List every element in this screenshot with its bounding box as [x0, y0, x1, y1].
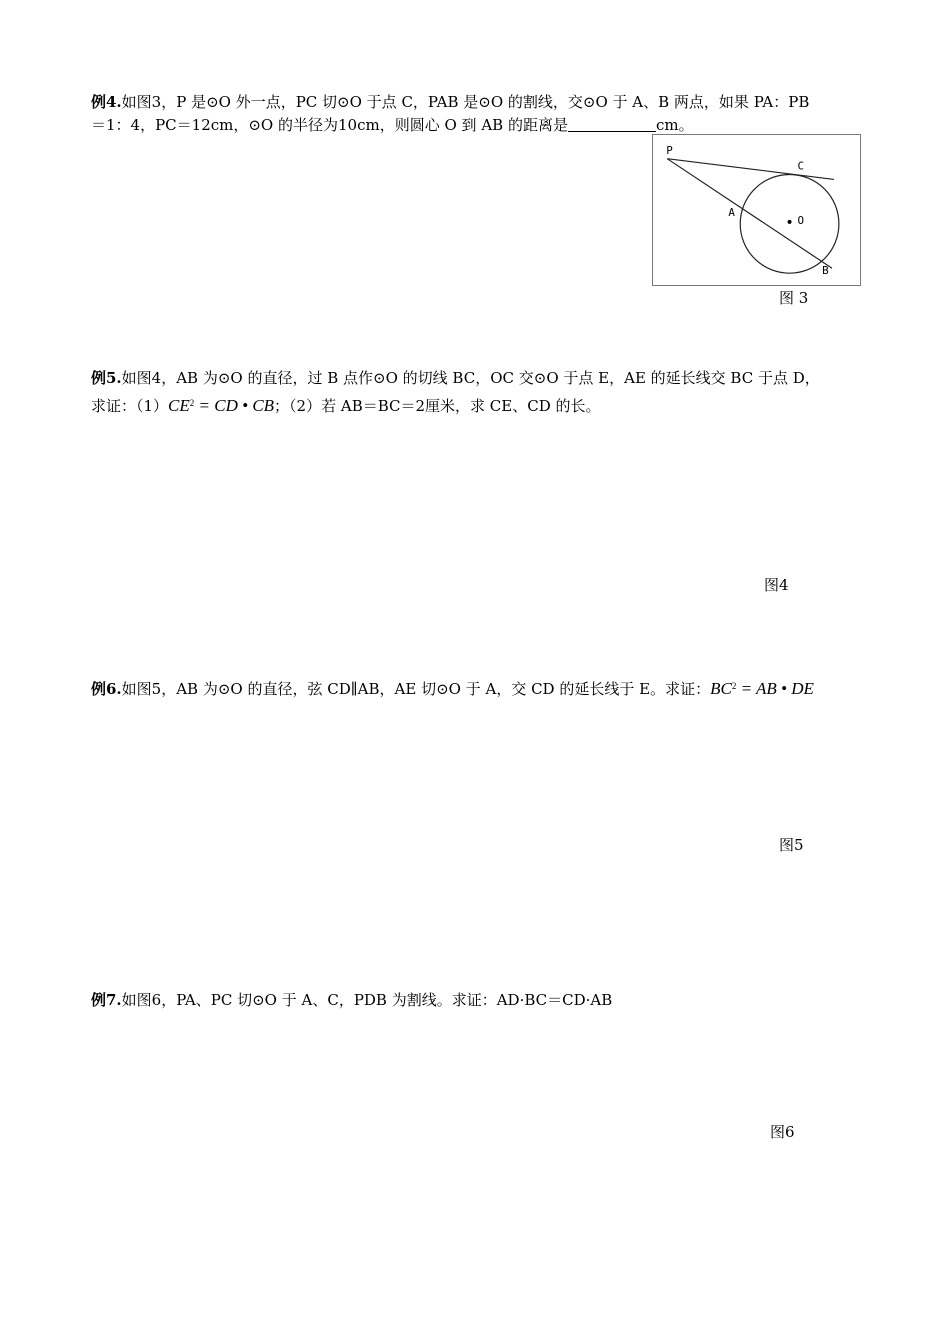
ex4-text-line2: ＝1：4，PC＝12cm，⊙O 的半径为10cm，则圆心 O 到 AB 的距离是 — [91, 116, 568, 134]
figure-3-diagram — [653, 135, 860, 285]
ex6-formula — [710, 679, 814, 698]
ex5-line1 — [91, 368, 820, 388]
figure-6-caption: 图6 — [770, 1123, 795, 1141]
tangent-pc — [667, 159, 834, 180]
center-o-dot — [788, 220, 792, 224]
ex5-formula — [168, 396, 274, 415]
ex6-formula-rest: = AB • DE — [736, 679, 814, 698]
ex6-formula-base: BC — [710, 679, 732, 698]
ex7-line — [91, 990, 612, 1010]
point-b-label: B — [822, 264, 829, 278]
ex6-label: 例6. — [91, 680, 122, 698]
point-a-label: A — [728, 205, 735, 219]
point-p-label: P — [666, 143, 673, 157]
ex5-formula-rest: = CD • CB — [194, 396, 275, 415]
ex5-formula-exponent: 2 — [189, 398, 195, 408]
figure-5-caption: 图5 — [779, 836, 804, 854]
ex7-label: 例7. — [91, 991, 122, 1009]
ex6-text: 如图5，AB 为⊙O 的直径，弦 CD∥AB，AE 切⊙O 于 A，交 CD 的延长线于 E。求证： — [121, 680, 711, 698]
circle-o — [740, 174, 839, 273]
ex5-line2 — [91, 393, 601, 416]
ex5-formula-base: CE — [168, 396, 190, 415]
ex4-unit: cm。 — [655, 116, 694, 134]
ex4-line1 — [91, 92, 809, 112]
figure-3 — [652, 134, 861, 286]
ex5-text-line2b: ；（2）若 AB＝BC＝2厘米，求 CE、CD 的长。 — [274, 397, 601, 415]
figure-4-caption: 图4 — [764, 576, 789, 594]
point-c-label: C — [797, 159, 804, 173]
ex5-text-line1: 如图4，AB 为⊙O 的直径，过 B 点作⊙O 的切线 BC，OC 交⊙O 于点 E，AE 的延长线交 BC 于点 D， — [121, 369, 820, 387]
ex5-label: 例5. — [91, 369, 122, 387]
ex4-label: 例4. — [91, 93, 122, 111]
ex6-formula-exponent: 2 — [731, 681, 737, 691]
figure-3-caption: 图 3 — [779, 289, 809, 307]
ex4-line2 — [91, 115, 694, 135]
answer-blank — [568, 117, 656, 132]
ex5-text-line2a: 求证：（1） — [91, 397, 169, 415]
ex6-line — [91, 676, 814, 699]
point-o-label: O — [797, 213, 804, 227]
ex4-text-line1: 如图3，P 是⊙O 外一点，PC 切⊙O 于点 C，PAB 是⊙O 的割线，交⊙O 于 A、B 两点，如果 PA：PB — [121, 93, 810, 111]
ex7-text: 如图6，PA、PC 切⊙O 于 A、C，PDB 为割线。求证：AD·BC＝CD·AB — [121, 991, 613, 1009]
